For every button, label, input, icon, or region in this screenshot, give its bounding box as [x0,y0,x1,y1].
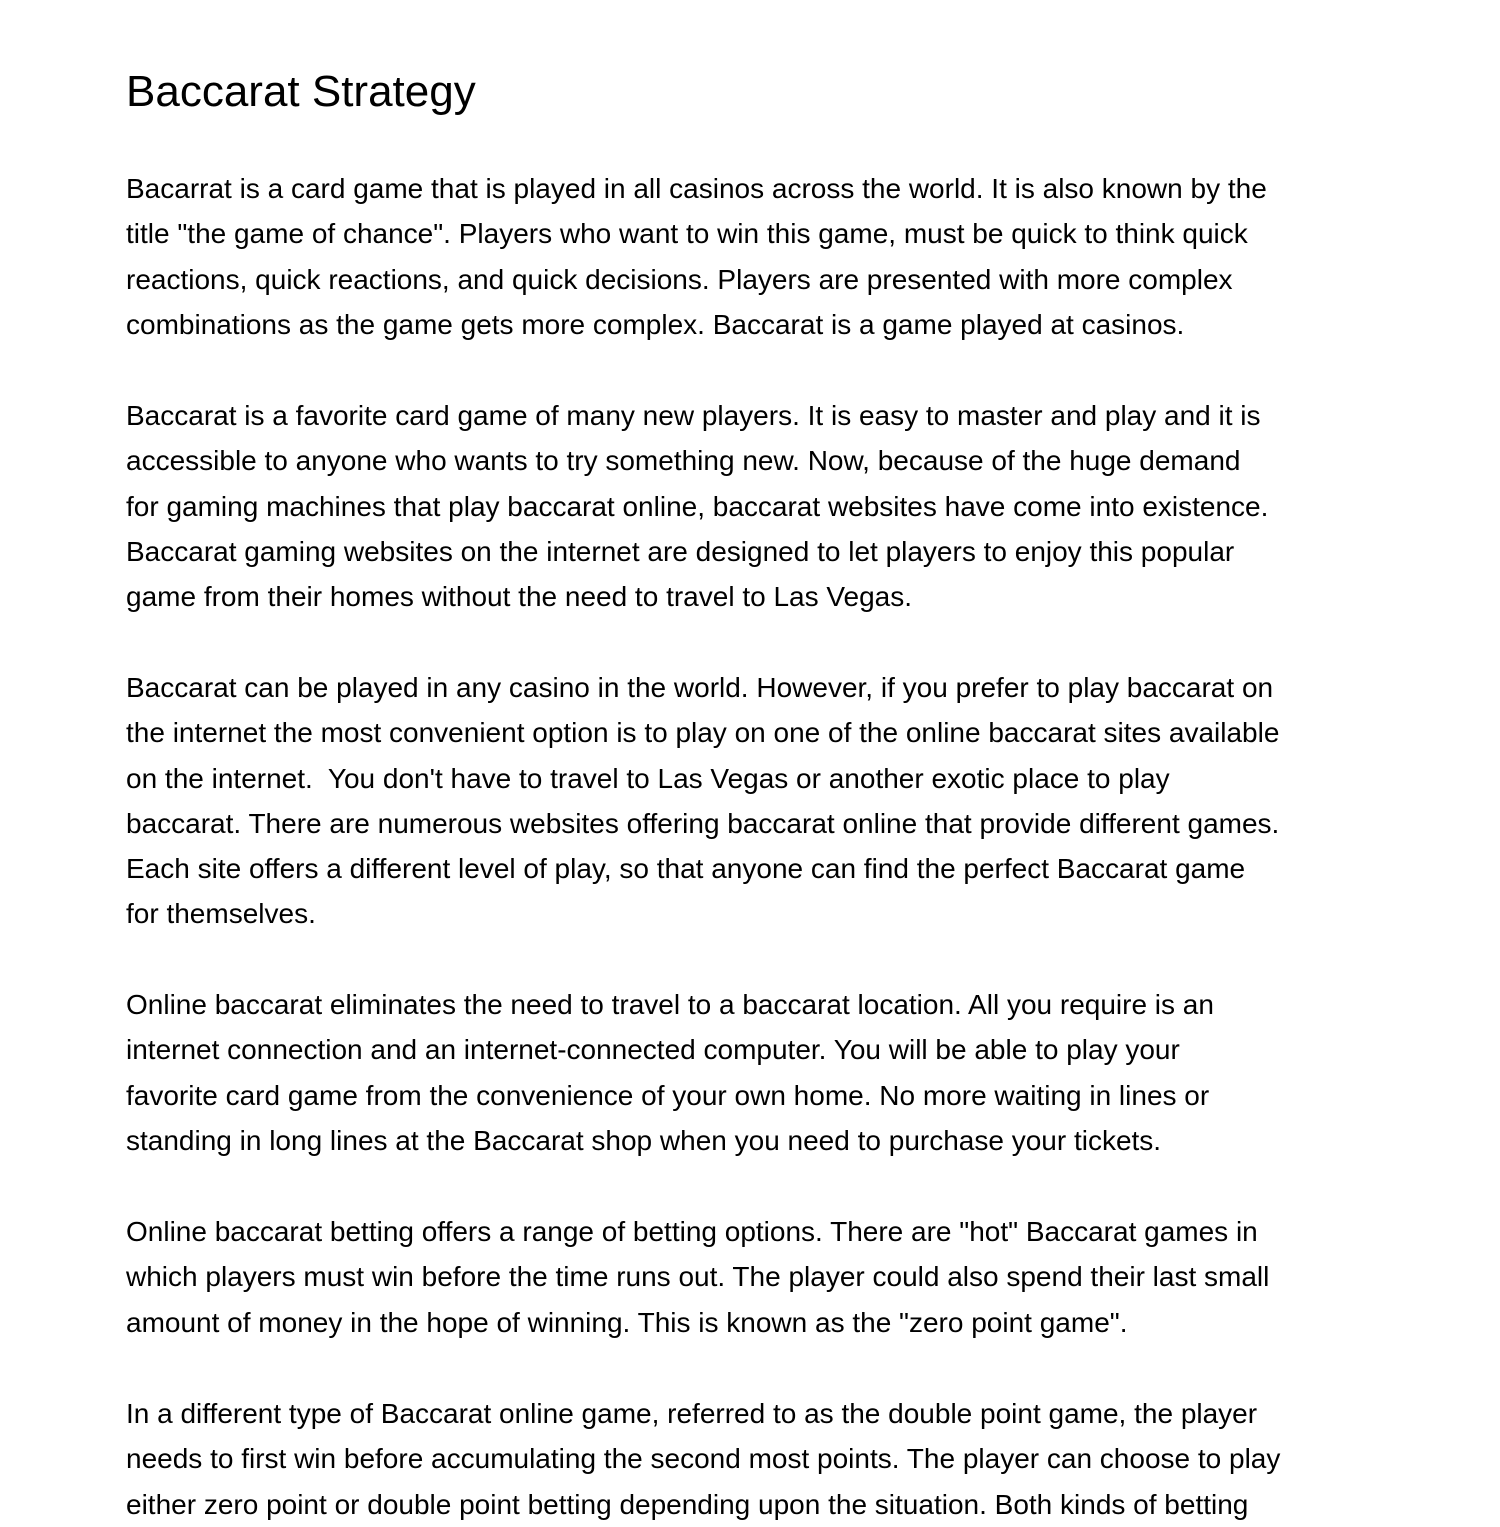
paragraph-line: Baccarat can be played in any casino in the world. However, if you prefer to play baccarat on [126,672,1274,703]
paragraph-line: Each site offers a different level of play, so that anyone can find the perfect Baccarat game [126,853,1246,885]
paragraph [126,393,1268,619]
paragraph-line: for themselves. [126,898,316,930]
paragraph-line: which players must win before the time runs out. The player could also spend their last small [126,1261,1270,1293]
paragraph-line: title "the game of chance". Players who want to win this game, must be quick to think quick [126,218,1248,250]
paragraph [126,166,1267,347]
paragraph-line: combinations as the game gets more complex. Baccarat is a game played at casinos. [126,308,1185,340]
paragraph-line: reactions, quick reactions, and quick decisions. Players are presented with more complex [126,263,1233,295]
paragraph-line: favorite card game from the convenience of your own home. No more waiting in lines or [126,1079,1210,1111]
paragraph-line: baccarat. There are numerous websites offering baccarat online that provide different games. [126,807,1280,839]
paragraph-line: on the internet. You don't have to travel to Las Vegas or another exotic place to play [126,762,1170,794]
paragraph-line: either zero point or double point betting depending upon the situation. Both kinds of betting [126,1488,1249,1520]
paragraph-line: accessible to anyone who wants to try something new. Now, because of the huge demand [126,445,1241,477]
paragraph [126,665,1279,937]
paragraph-line: Baccarat is a favorite card game of many new players. It is easy to master and play and it is [126,400,1261,431]
page-title: Baccarat Strategy [126,67,476,116]
paragraph-line: Online baccarat betting offers a range of betting options. There are "hot" Baccarat games in [126,1216,1258,1247]
paragraph [126,1391,1280,1527]
paragraph-line: standing in long lines at the Baccarat shop when you need to purchase your tickets. [126,1124,1162,1156]
paragraph [126,982,1214,1163]
paragraph-line: for gaming machines that play baccarat online, baccarat websites have come into existence. [126,490,1269,522]
paragraph-line: the internet the most convenient option is to play on one of the online baccarat sites available [126,717,1280,749]
paragraph-line: In a different type of Baccarat online game, referred to as the double point game, the player [126,1398,1258,1429]
paragraph-line: Bacarrat is a card game that is played in all casinos across the world. It is also known by the [126,173,1267,204]
paragraph-line: amount of money in the hope of winning. This is known as the "zero point game". [126,1306,1128,1338]
paragraph-line: internet connection and an internet-connected computer. You will be able to play your [126,1034,1180,1066]
paragraph [126,1209,1269,1345]
paragraph-line: game from their homes without the need to travel to Las Vegas. [126,581,912,613]
paragraph-line: Online baccarat eliminates the need to travel to a baccarat location. All you require is an [126,989,1214,1020]
paragraph-line: needs to first win before accumulating the second most points. The player can choose to play [126,1443,1281,1475]
paragraph-line: Baccarat gaming websites on the internet are designed to let players to enjoy this popular [126,535,1235,567]
